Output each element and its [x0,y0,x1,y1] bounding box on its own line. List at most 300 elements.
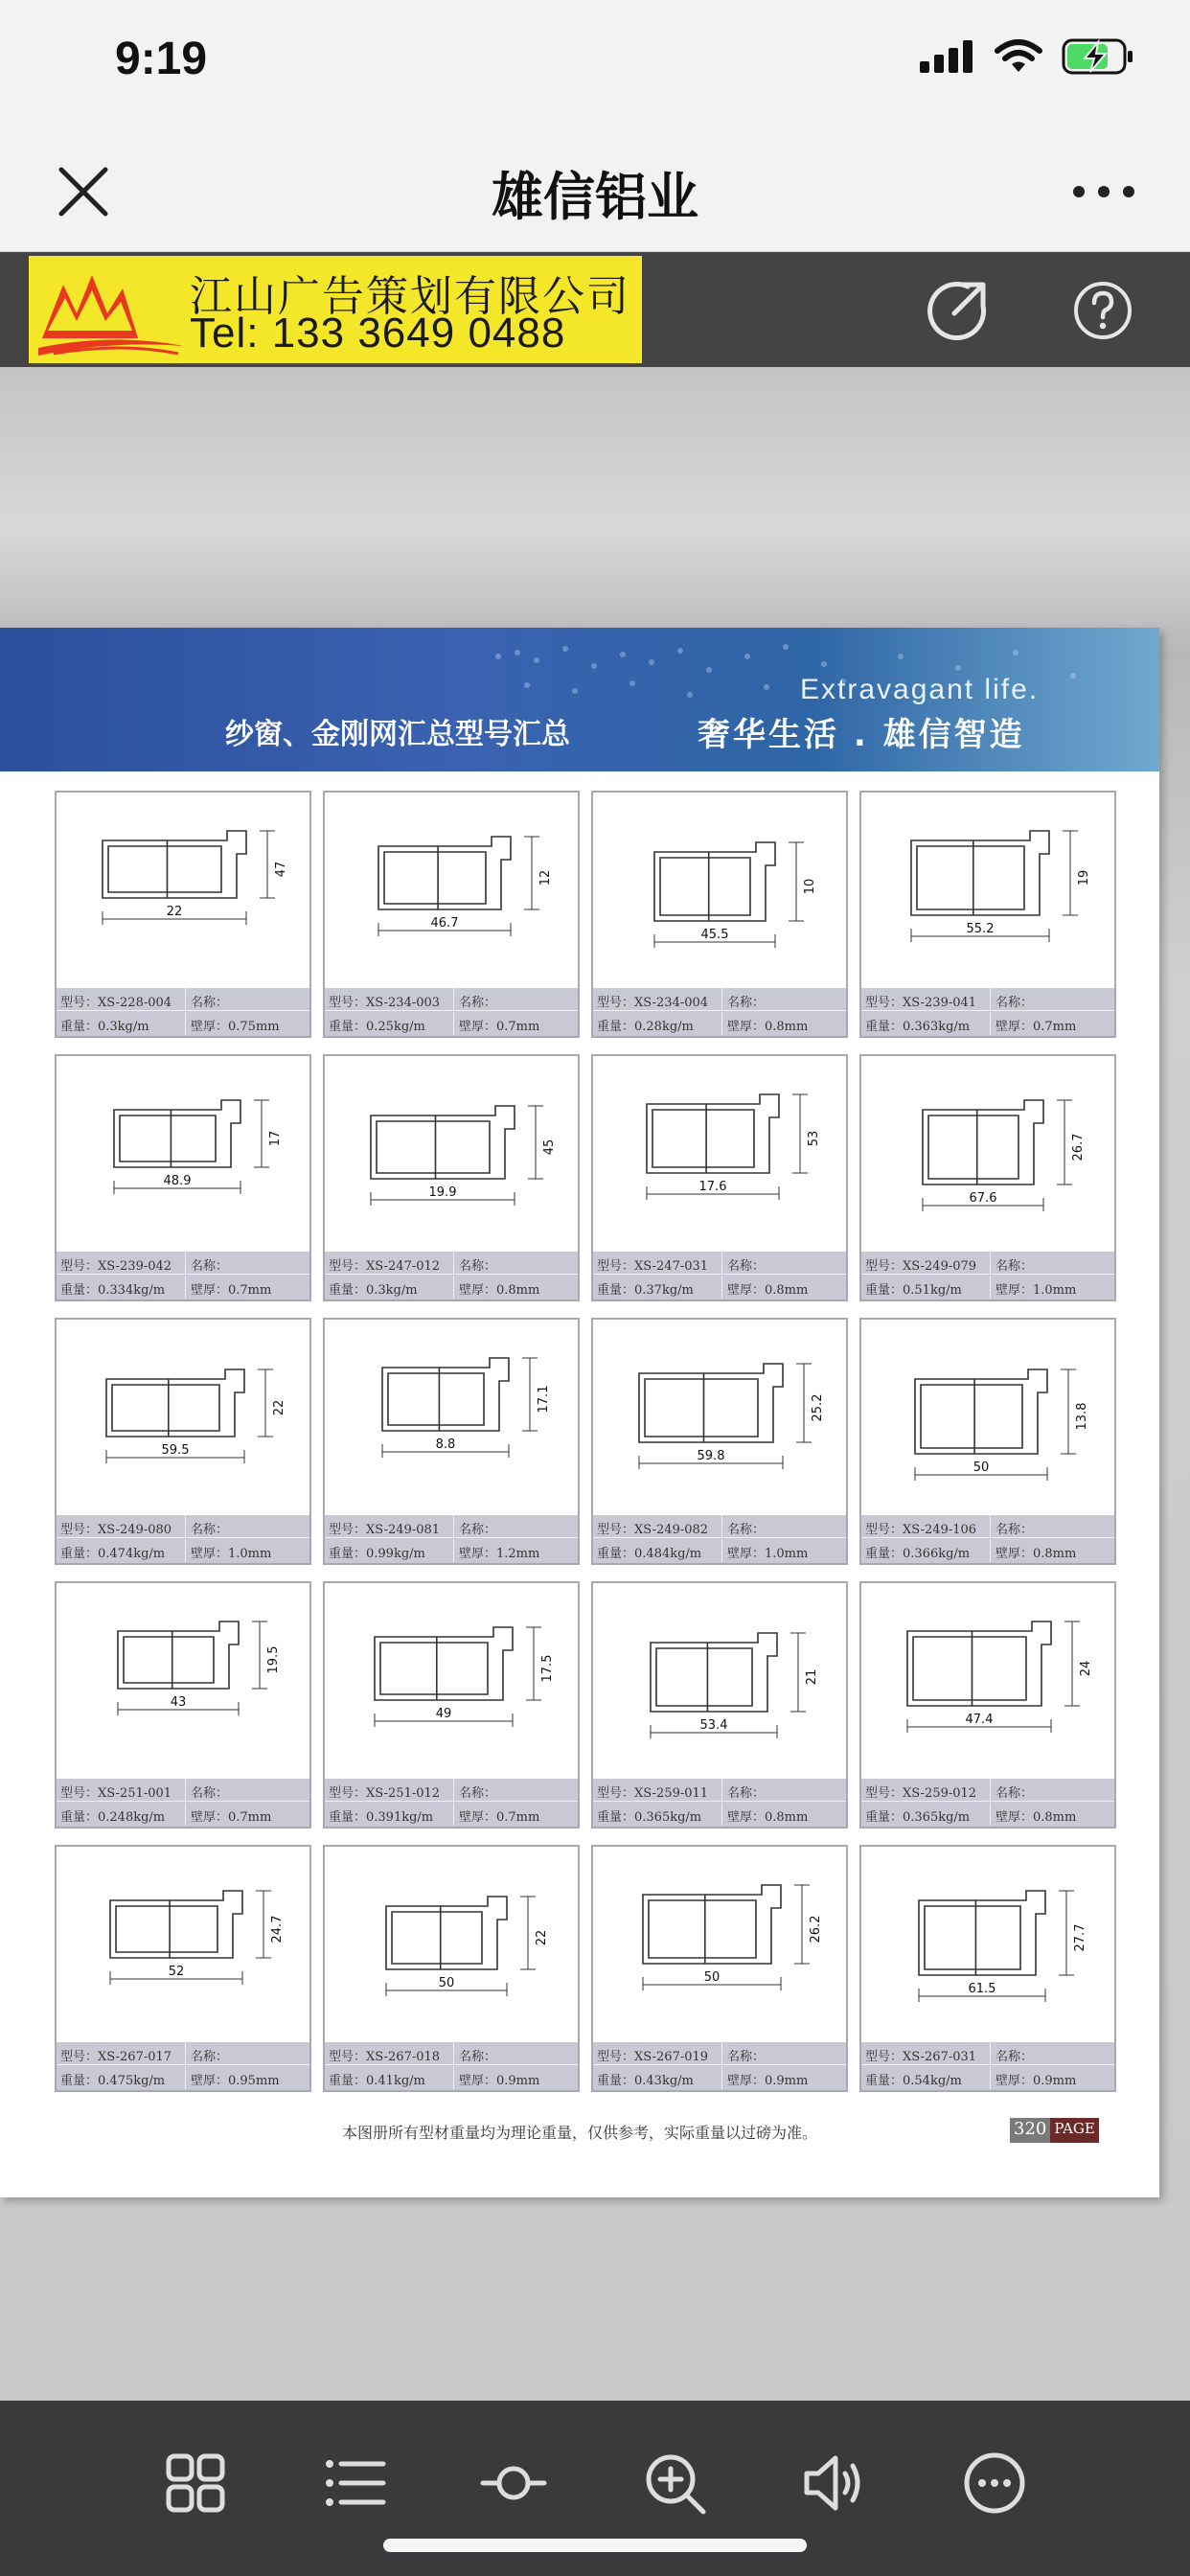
weight-value: 重量：0.41kg/m [329,2074,425,2088]
profile-drawing [57,1056,309,1250]
divider [185,1779,186,1802]
profile-card[interactable] [591,1581,848,1828]
dimension-label: 50 [438,1976,455,1990]
dimension-line [522,1358,538,1431]
thickness-value: 壁厚：0.8mm [727,1283,809,1298]
weight-value: 重量：0.54kg/m [865,2074,962,2088]
grid-icon[interactable] [161,2449,230,2518]
model-number: 型号：XS-251-012 [329,1786,441,1801]
profile-outline [654,842,775,921]
weight-value: 重量：0.365kg/m [865,1810,971,1825]
profile-card[interactable] [323,791,580,1038]
model-number: 型号：XS-234-003 [329,996,441,1010]
profile-card[interactable] [55,1845,311,2092]
profile-card[interactable] [591,1845,848,2092]
profile-outline [114,1100,240,1167]
model-number: 型号：XS-247-012 [329,1259,441,1274]
thickness-value: 壁厚：0.8mm [995,1547,1077,1561]
spec-row-weight [325,1012,578,1035]
profile-card[interactable] [591,1318,848,1565]
dimension-label: 43 [170,1695,187,1710]
dimension-line [789,842,804,921]
weight-value: 重量：0.484kg/m [597,1547,702,1561]
status-time: 9:19 [115,34,208,84]
spec-row-model [325,1779,578,1802]
profile-spec-table [593,1779,846,1827]
dimension-label: 22 [272,1399,286,1416]
page-footer-note: 本图册所有型材重量均为理论重量，仅供参考，实际重量以过磅为准。 [341,2124,817,2142]
profile-spec-table [57,1515,309,1563]
profile-spec-table [593,1515,846,1563]
product-name: 名称： [459,1523,497,1537]
profile-drawing [861,1583,1114,1777]
wifi-icon [995,39,1042,74]
divider [185,2066,186,2089]
dimension-label: 19.5 [266,1645,281,1674]
spec-row-model [57,1779,309,1802]
divider [453,988,454,1011]
dimension-line [794,1885,810,1964]
dimension-label: 50 [973,1460,990,1475]
weight-value: 重量：0.51kg/m [865,1283,962,1298]
profile-outline [651,1633,777,1712]
zoom-in-icon[interactable] [640,2449,709,2518]
page-header-slogan: 奢华生活 . 雄信智造 [698,716,1025,754]
divider [721,1276,722,1299]
dimension-label: 13.8 [1075,1402,1089,1431]
spec-row-model [325,1252,578,1275]
profile-drawing [593,1583,846,1777]
profile-drawing [861,1056,1114,1250]
divider [185,2042,186,2065]
dimension-line [520,1897,536,1969]
weight-value: 重量：0.28kg/m [597,1020,694,1034]
dimension-line [1057,1100,1072,1184]
dimension-line [1063,831,1078,915]
dimension-line [790,1633,806,1712]
thickness-value: 壁厚：1.0mm [191,1547,272,1561]
profile-outline [378,837,511,909]
cellular-signal-icon [920,40,975,73]
divider [453,2042,454,2065]
share-icon[interactable] [926,279,989,342]
profile-drawing [861,793,1114,986]
profile-spec-table [325,1252,578,1300]
weight-value: 重量：0.3kg/m [329,1283,418,1298]
dimension-line [1059,1891,1074,1975]
dimension-label: 53 [807,1130,821,1147]
thickness-value: 壁厚：0.9mm [995,2074,1077,2088]
dimension-label: 27.7 [1073,1923,1087,1952]
profile-outline [647,1094,779,1173]
weight-value: 重量：0.25kg/m [329,1020,425,1034]
weight-value: 重量：0.99kg/m [329,1547,425,1561]
dimension-label: 50 [703,1970,721,1985]
model-number: 型号：XS-267-031 [865,2050,977,2064]
profile-card[interactable] [323,1845,580,2092]
dimension-label: 17.5 [540,1654,555,1683]
model-number: 型号：XS-259-012 [865,1786,977,1801]
thickness-value: 壁厚：0.8mm [727,1020,809,1034]
dimension-label: 47 [274,861,288,878]
product-name: 名称： [459,996,497,1010]
profile-outline [106,1369,244,1437]
profile-outline [915,1369,1047,1454]
dimension-line [254,1100,269,1167]
profile-drawing [325,1847,578,2040]
spec-row-model [57,2042,309,2065]
spec-row-model [57,988,309,1011]
dimension-label: 22 [535,1929,549,1946]
profile-outline [371,1106,515,1179]
dimension-line [256,1891,271,1958]
divider [990,988,991,1011]
divider [990,1276,991,1299]
dimension-label: 26.2 [809,1915,823,1944]
model-number: 型号：XS-228-004 [60,996,172,1010]
dimension-label: 45 [542,1138,557,1156]
divider [990,1539,991,1562]
product-name: 名称： [995,1786,1034,1801]
page-header-title: 纱窗、金刚网汇总型号汇总 [225,718,570,751]
profile-card[interactable] [55,791,311,1038]
profile-spec-table [57,1252,309,1300]
spec-row-model [861,988,1114,1011]
product-name: 名称： [191,1523,229,1537]
spec-row-weight [593,1012,846,1035]
weight-value: 重量：0.475kg/m [60,2074,166,2088]
profile-card[interactable] [859,1581,1116,1828]
product-name: 名称： [191,1259,229,1274]
dimension-label: 46.7 [430,916,459,931]
dimension-label: 19 [1077,869,1091,886]
profile-outline [911,831,1049,915]
spec-row-weight [593,1803,846,1826]
dimension-line [526,1627,541,1700]
product-name: 名称： [727,1259,766,1274]
dimension-label: 17 [268,1130,283,1147]
spec-row-weight [57,1276,309,1299]
spec-row-weight [325,1539,578,1562]
dimension-line [260,831,275,898]
divider [185,1252,186,1275]
model-number: 型号：XS-239-042 [60,1259,172,1274]
spec-row-model [593,1515,846,1538]
spec-row-weight [57,2066,309,2089]
dimension-label: 48.9 [163,1174,192,1188]
dimension-label: 24.7 [270,1915,285,1944]
thickness-value: 壁厚：1.0mm [727,1547,809,1561]
spec-row-model [593,1252,846,1275]
dimension-label: 52 [168,1965,185,1979]
divider [185,1539,186,1562]
profile-spec-table [861,2042,1114,2090]
profile-grid [55,791,1120,2104]
model-number: 型号：XS-249-082 [597,1523,709,1537]
profile-card[interactable] [323,1054,580,1301]
page-number [1010,2118,1099,2143]
catalog-page[interactable] [0,628,1159,2197]
divider [453,2066,454,2089]
model-number: 型号：XS-234-004 [597,996,709,1010]
dimension-line [524,837,539,909]
profile-outline [639,1364,783,1442]
profile-spec-table [593,988,846,1036]
profile-card[interactable] [859,1054,1116,1301]
profile-spec-table [593,2042,846,2090]
status-icons [920,38,1134,75]
product-name: 名称： [727,1523,766,1537]
page-number-label: PAGE [1050,2118,1098,2143]
product-name: 名称： [727,2050,766,2064]
profile-spec-table [861,988,1114,1036]
profile-drawing [57,793,309,986]
dimension-line [792,1094,808,1173]
dimension-line [252,1622,267,1689]
profile-card[interactable] [591,791,848,1038]
status-bar [0,0,1190,129]
document-viewer[interactable] [0,367,1190,2401]
thickness-value: 壁厚：0.7mm [459,1810,540,1825]
product-name: 名称： [459,1786,497,1801]
thickness-value: 壁厚：0.8mm [459,1283,540,1298]
product-name: 名称： [995,1523,1034,1537]
profile-spec-table [325,2042,578,2090]
profile-spec-table [325,1779,578,1827]
profile-drawing [57,1847,309,2040]
divider [453,1276,454,1299]
weight-value: 重量：0.474kg/m [60,1547,166,1561]
weight-value: 重量：0.3kg/m [60,1020,149,1034]
profile-drawing [593,793,846,986]
divider [185,1515,186,1538]
list-icon[interactable] [320,2449,389,2518]
dimension-label: 24 [1079,1660,1093,1677]
profile-card[interactable] [323,1318,580,1565]
divider [453,1779,454,1802]
dimension-line [796,1364,812,1442]
model-number: 型号：XS-267-018 [329,2050,441,2064]
divider [185,1276,186,1299]
ad-box[interactable] [29,256,642,363]
thickness-value: 壁厚：0.7mm [995,1020,1077,1034]
profile-spec-table [593,1252,846,1300]
model-number: 型号：XS-259-011 [597,1786,709,1801]
dimension-label: 17.6 [698,1180,727,1194]
profile-spec-table [57,2042,309,2090]
spec-row-model [57,1515,309,1538]
divider [990,1515,991,1538]
model-number: 型号：XS-239-041 [865,996,977,1010]
profile-drawing [325,1320,578,1513]
profile-spec-table [861,1252,1114,1300]
thickness-value: 壁厚：0.9mm [727,2074,809,2088]
product-name: 名称： [459,2050,497,2064]
model-number: 型号：XS-247-031 [597,1259,709,1274]
spec-row-weight [861,1803,1114,1826]
model-number: 型号：XS-267-017 [60,2050,172,2064]
dimension-label: 61.5 [968,1982,996,1996]
dimension-line [528,1106,543,1179]
profile-card[interactable] [859,1845,1116,2092]
profile-card[interactable] [55,1318,311,1565]
spec-row-weight [861,1539,1114,1562]
divider [453,1539,454,1562]
weight-value: 重量：0.366kg/m [865,1547,971,1561]
model-number: 型号：XS-249-079 [865,1259,977,1274]
divider [721,1779,722,1802]
profile-outline [103,831,246,898]
profile-card[interactable] [859,791,1116,1038]
page-header-english: Extravagant life. [800,674,1040,705]
divider [721,1803,722,1826]
ad-company-name: 江山广告策划有限公司 [190,272,630,321]
profile-spec-table [861,1515,1114,1563]
product-name: 名称： [191,996,229,1010]
profile-spec-table [861,1779,1114,1827]
divider [453,1252,454,1275]
divider [721,1539,722,1562]
profile-card[interactable] [55,1054,311,1301]
thickness-value: 壁厚：0.95mm [191,2074,280,2088]
spec-row-weight [593,1276,846,1299]
dimension-label: 22 [166,905,183,919]
profile-card[interactable] [859,1318,1116,1565]
profile-outline [643,1885,781,1964]
spec-row-model [593,1779,846,1802]
divider [721,1515,722,1538]
profile-outline [375,1627,513,1700]
dimension-label: 67.6 [969,1191,997,1206]
home-indicator[interactable] [383,2539,807,2552]
profile-spec-table [325,1515,578,1563]
dimension-label: 12 [538,869,553,886]
thickness-value: 壁厚：0.75mm [191,1020,280,1034]
spec-row-weight [325,2066,578,2089]
divider [721,2042,722,2065]
profile-drawing [325,793,578,986]
dimension-label: 55.2 [966,922,995,936]
spec-row-weight [325,1803,578,1826]
spec-row-model [593,988,846,1011]
profile-card[interactable] [591,1054,848,1301]
page-number-value: 320 [1010,2118,1050,2143]
profile-outline [382,1358,509,1431]
help-icon[interactable] [1071,279,1134,342]
spec-row-weight [57,1803,309,1826]
profile-spec-table [57,988,309,1036]
weight-value: 重量：0.391kg/m [329,1810,434,1825]
dimension-line [258,1369,273,1437]
product-name: 名称： [727,996,766,1010]
spec-row-weight [861,2066,1114,2089]
model-number: 型号：XS-251-001 [60,1786,172,1801]
ad-phone: Tel: 133 3649 0488 [190,310,566,356]
profile-drawing [593,1847,846,2040]
dimension-label: 53.4 [699,1718,728,1733]
model-number: 型号：XS-249-081 [329,1523,441,1537]
dimension-label: 59.5 [161,1443,190,1458]
profile-spec-table [57,1779,309,1827]
divider [453,1515,454,1538]
divider [721,2066,722,2089]
dimension-label: 47.4 [965,1713,994,1727]
ad-banner[interactable] [0,252,1190,367]
divider [990,2042,991,2065]
thickness-value: 壁厚：0.8mm [995,1810,1077,1825]
product-name: 名称： [727,1786,766,1801]
profile-drawing [593,1056,846,1250]
profile-outline [919,1891,1045,1975]
spec-row-weight [861,1276,1114,1299]
divider [990,1012,991,1035]
divider [185,988,186,1011]
thickness-value: 壁厚：0.9mm [459,2074,540,2088]
profile-drawing [325,1583,578,1777]
more-icon[interactable] [960,2449,1029,2518]
profile-outline [923,1100,1043,1184]
weight-value: 重量：0.37kg/m [597,1283,694,1298]
divider [721,1252,722,1275]
divider [453,1012,454,1035]
speaker-icon[interactable] [799,2449,868,2518]
dimension-label: 25.2 [811,1393,825,1422]
spec-row-weight [593,1539,846,1562]
divider [721,988,722,1011]
spec-row-model [57,1252,309,1275]
weight-value: 重量：0.363kg/m [865,1020,971,1034]
spec-row-model [325,988,578,1011]
dimension-label: 8.8 [435,1438,456,1452]
product-name: 名称： [995,2050,1034,2064]
product-name: 名称： [191,2050,229,2064]
divider [990,1779,991,1802]
page-header-banner [0,628,1159,771]
profile-drawing [325,1056,578,1250]
thickness-value: 壁厚：0.7mm [191,1810,272,1825]
spec-row-model [593,2042,846,2065]
profile-outline [907,1622,1051,1706]
model-number: 型号：XS-267-019 [597,2050,709,2064]
profile-drawing [57,1320,309,1513]
product-name: 名称： [995,1259,1034,1274]
company-logo [34,264,188,359]
spec-row-weight [861,1012,1114,1035]
page-title: 雄信铝业 [492,167,698,227]
profile-card[interactable] [55,1581,311,1828]
profile-card[interactable] [323,1581,580,1828]
dimension-label: 21 [805,1668,819,1686]
location-icon[interactable] [479,2449,548,2518]
spec-row-weight [325,1276,578,1299]
spec-row-model [861,1252,1114,1275]
profile-outline [110,1891,242,1958]
more-dots-icon[interactable] [1065,158,1142,225]
nav-bar [0,129,1190,252]
profile-drawing [861,1320,1114,1513]
thickness-value: 壁厚：0.8mm [727,1810,809,1825]
spec-row-model [861,2042,1114,2065]
spec-row-weight [593,2066,846,2089]
profile-spec-table [325,988,578,1036]
dimension-label: 10 [803,878,817,895]
spec-row-weight [57,1539,309,1562]
profile-drawing [57,1583,309,1777]
weight-value: 重量：0.365kg/m [597,1810,702,1825]
thickness-value: 壁厚：0.7mm [191,1283,272,1298]
dimension-label: 26.7 [1071,1133,1086,1162]
profile-drawing [861,1847,1114,2040]
